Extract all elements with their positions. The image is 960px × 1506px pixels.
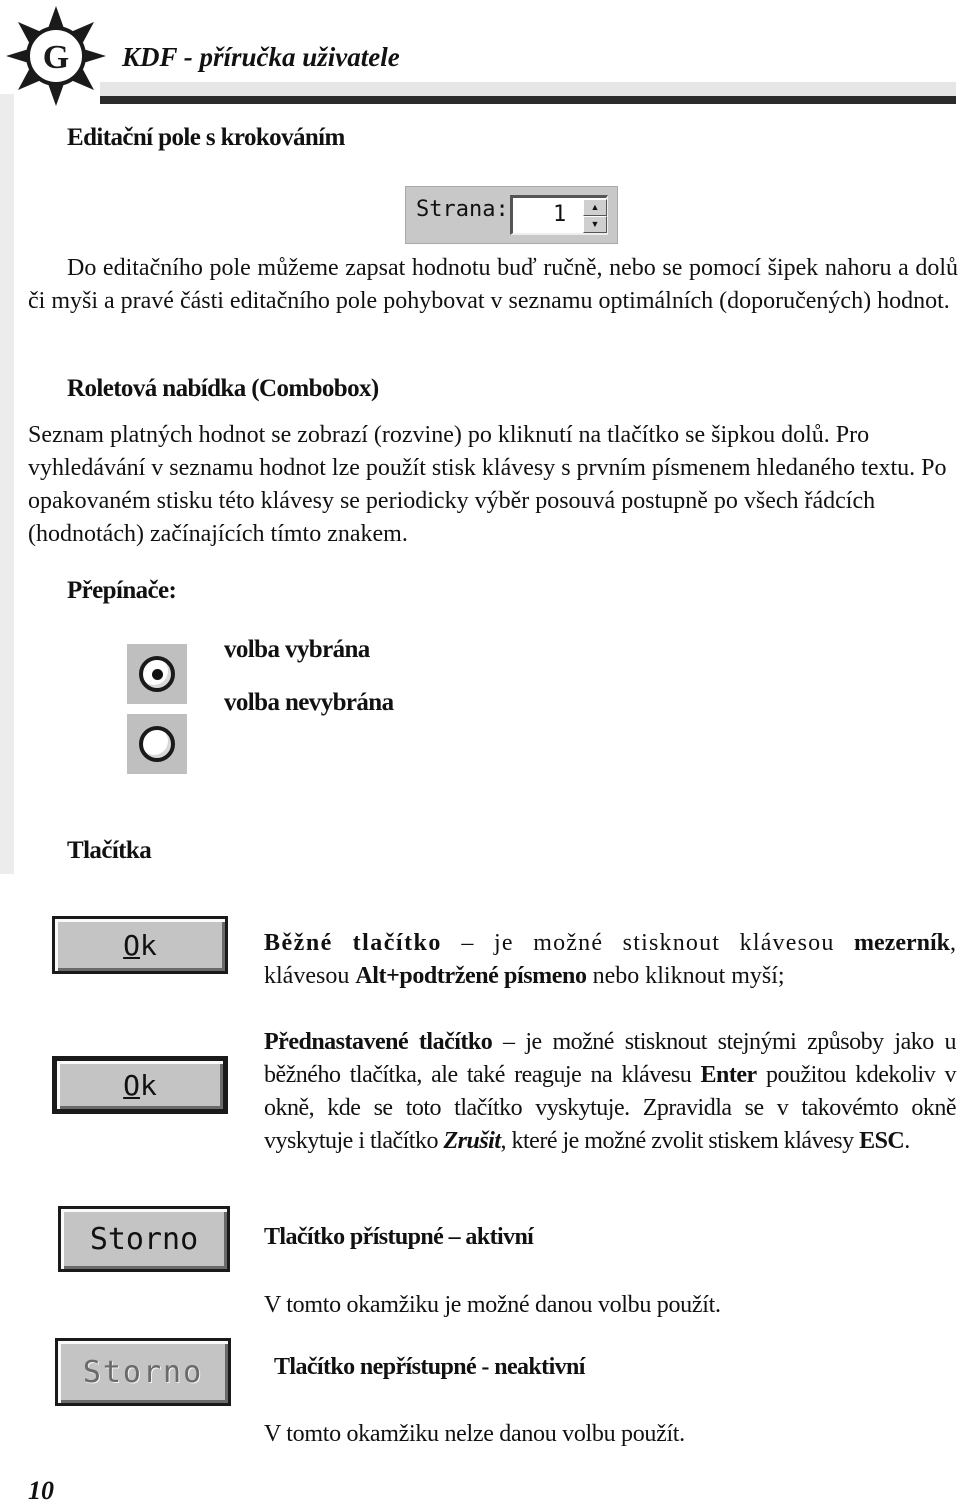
spin-section-heading: Editační pole s krokováním: [67, 124, 345, 151]
storno-disabled-label: Storno: [82, 1354, 204, 1390]
inactive-button-text: V tomto okamžiku nelze danou volbu použít.: [264, 1421, 685, 1447]
company-logo: [4, 4, 108, 108]
default-button-description: [264, 1026, 956, 1158]
radio-unselected-icon: [139, 726, 175, 762]
buttons-section-heading: Tlačítka: [67, 837, 152, 864]
header-title: KDF - příručka uživatele: [122, 42, 400, 72]
storno-active-label: Storno: [89, 1221, 199, 1257]
page-number: 10: [28, 1476, 54, 1505]
storno-button-disabled: [55, 1338, 231, 1406]
default-desc-cancel-name: Zrušit: [443, 1128, 501, 1154]
radio-dot: [152, 669, 163, 680]
spin-control-example: [405, 186, 618, 244]
radio-unselected-example: [127, 714, 187, 774]
active-button-heading: Tlačítko přístupné – aktivní: [264, 1224, 534, 1250]
normal-desc-text-2: , klávesou: [264, 930, 956, 989]
radio-selected-example: [127, 644, 187, 704]
radio-section-heading: Přepínače:: [67, 577, 177, 604]
normal-button-description: [264, 927, 956, 993]
active-button-text: V tomto okamžiku je možné danou volbu použít.: [264, 1292, 721, 1318]
normal-desc-key-space: mezerník: [854, 930, 950, 956]
normal-desc-text-3: nebo kliknout myší;: [586, 963, 785, 989]
ok-default-label-rest: k: [140, 1068, 157, 1102]
combobox-section-paragraph: Seznam platných hodnot se zobrazí (rozvine) po kliknutí na tlačítko se šipkou dolů. Pro vyhledávání v seznamu hodnot lze použít stisk klávesy s prvním písmenem hledaného textu. Po opakovaném stisku této klávesy se periodicky výběr posouvá postupně po všech řádcích (hodnotách) začínajících tímto znakem.: [28, 422, 947, 547]
spin-down-arrow-icon[interactable]: ▼: [583, 216, 607, 233]
inactive-button-heading: Tlačítko nepřístupné - neaktivní: [274, 1354, 585, 1380]
radio-selected-label: volba vybrána: [224, 636, 370, 663]
normal-desc-text-1: – je možné stisknout klávesou: [441, 930, 855, 956]
spin-input[interactable]: [510, 195, 608, 235]
normal-button-term: Běžné tlačítko: [264, 930, 442, 956]
default-desc-key-esc: ESC: [859, 1128, 905, 1154]
ok-button-default[interactable]: [52, 1056, 228, 1114]
ok-button-normal[interactable]: [52, 916, 228, 974]
storno-button-active[interactable]: [58, 1206, 230, 1272]
spin-value: 1: [553, 202, 567, 227]
default-desc-text-2: použitou kdekoliv v okně, kde se toto tlačítko vyskytuje. Zpravidla se v takovémto okně vyskytuje i tlačítko: [264, 1062, 956, 1154]
ok-default-mnemonic: O: [123, 1068, 140, 1102]
logo-letter: G: [42, 39, 70, 76]
combobox-section-heading: Roletová nabídka (Combobox): [67, 375, 379, 402]
radio-selected-icon: [139, 656, 175, 692]
header-rule-dark: [100, 96, 956, 104]
default-button-term: Přednastavené tlačítko: [264, 1029, 493, 1055]
normal-desc-key-alt: Alt+podtržené písmeno: [355, 963, 587, 989]
default-desc-text-4: .: [904, 1128, 910, 1154]
radio-unselected-label: volba nevybrána: [224, 689, 394, 716]
default-desc-text-3: , které je možné zvolit stiskem klávesy: [500, 1128, 860, 1154]
spin-section-paragraph: Do editačního pole můžeme zapsat hodnotu buď ručně, nebo se pomocí šipek nahoru a dolů či myši a pravé části editačního pole pohybovat v seznamu optimálních (doporučených) hodnot.: [28, 255, 958, 314]
spin-label: Strana:: [416, 197, 509, 222]
spin-up-arrow-icon[interactable]: ▲: [583, 199, 607, 216]
ok-button-label-rest: k: [140, 928, 157, 962]
default-desc-key-enter: Enter: [700, 1062, 757, 1088]
ok-button-mnemonic: O: [123, 928, 140, 962]
left-margin-bar: [0, 94, 14, 874]
default-desc-text-1: – je možné stisknout stejnými způsoby jako u běžného tlačítka, ale také reaguje na klávesu: [264, 1029, 957, 1088]
